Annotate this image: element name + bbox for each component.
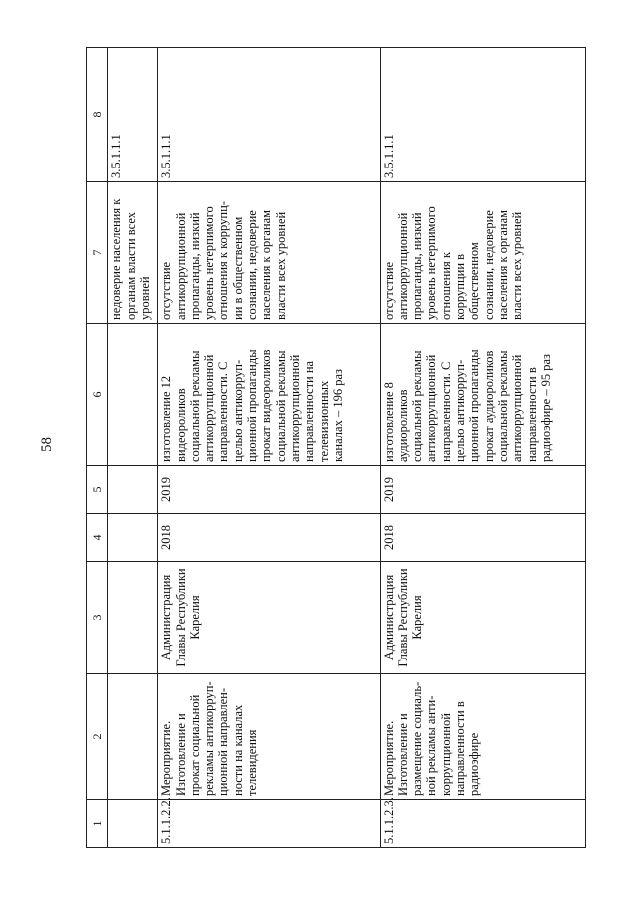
header-cell: 2 <box>87 674 108 800</box>
table-cell <box>108 324 158 466</box>
table-cell <box>108 800 158 848</box>
table-cell-result: изготовление 8 аудиороликов социальной рекламы антикоррупционной направленности. С целью антикорруп- ционной пропаганды прокат аудиороликов социальной рекламы антикоррупционной направленности в радиоэфире – 95 раз <box>380 324 585 466</box>
table-cell-indicator: 3.5.1.1.1 <box>158 48 380 182</box>
header-cell: 3 <box>87 562 108 674</box>
rotated-table-container <box>86 48 586 848</box>
table-cell-executor: Администрация Главы Республики Карелия <box>380 562 585 674</box>
header-cell: 4 <box>87 514 108 562</box>
table-cell-indicator: 3.5.1.1.1 <box>108 48 158 182</box>
page-number: 58 <box>39 437 55 452</box>
table-cell-number: 5.1.1.2.2. <box>158 800 380 848</box>
table-cell-indicator: 3.5.1.1.1 <box>380 48 585 182</box>
table-row-continuation <box>108 48 158 848</box>
table-cell-start-year: 2018 <box>380 514 585 562</box>
table-cell-start-year: 2018 <box>158 514 380 562</box>
header-cell: 6 <box>87 324 108 466</box>
table-cell-result: изготовление 12 видеороликов социальной рекламы антикоррупционной направленности. С целью антикорруп- ционной пропаганды прокат видеороликов социальной рекламы антикоррупционной направленности на телевизионных каналах – 196 раз <box>158 324 380 466</box>
table-cell-measure: Мероприятие. Изготовление и прокат социальной рекламы антикорруп- ционной направлен- ности на каналах телевидения <box>158 674 380 800</box>
table-row <box>380 48 585 848</box>
header-cell: 5 <box>87 466 108 514</box>
table-header <box>87 48 108 848</box>
table-cell-problem: недоверие населения к органам власти всех уровней <box>108 182 158 324</box>
table-cell-executor: Администрация Главы Республики Карелия <box>158 562 380 674</box>
table-cell <box>108 562 158 674</box>
header-cell: 7 <box>87 182 108 324</box>
table-cell-problem: отсутствие антикоррупционной пропаганды, низкий уровень нетерпимого отношения к коррупции в общественном сознании, недоверие населения к органам власти всех уровней <box>380 182 585 324</box>
header-cell: 8 <box>87 48 108 182</box>
table-cell-end-year: 2019 <box>158 466 380 514</box>
table-cell <box>108 466 158 514</box>
measures-table <box>86 47 586 848</box>
table-cell <box>108 674 158 800</box>
table-cell-problem: отсутствие антикоррупционной пропаганды, низкий уровень нетерпимого отношения к коррупц- ии в общественном сознании, недоверие населения к органам власти всех уровней <box>158 182 380 324</box>
header-cell: 1 <box>87 800 108 848</box>
table-cell-number: 5.1.1.2.3. <box>380 800 585 848</box>
table-row <box>158 48 380 848</box>
table-cell-end-year: 2019 <box>380 466 585 514</box>
table-cell <box>108 514 158 562</box>
table-cell-measure: Мероприятие. Изготовление и размещение социаль- ной рекламы анти- коррупционной направленности в радиоэфире <box>380 674 585 800</box>
